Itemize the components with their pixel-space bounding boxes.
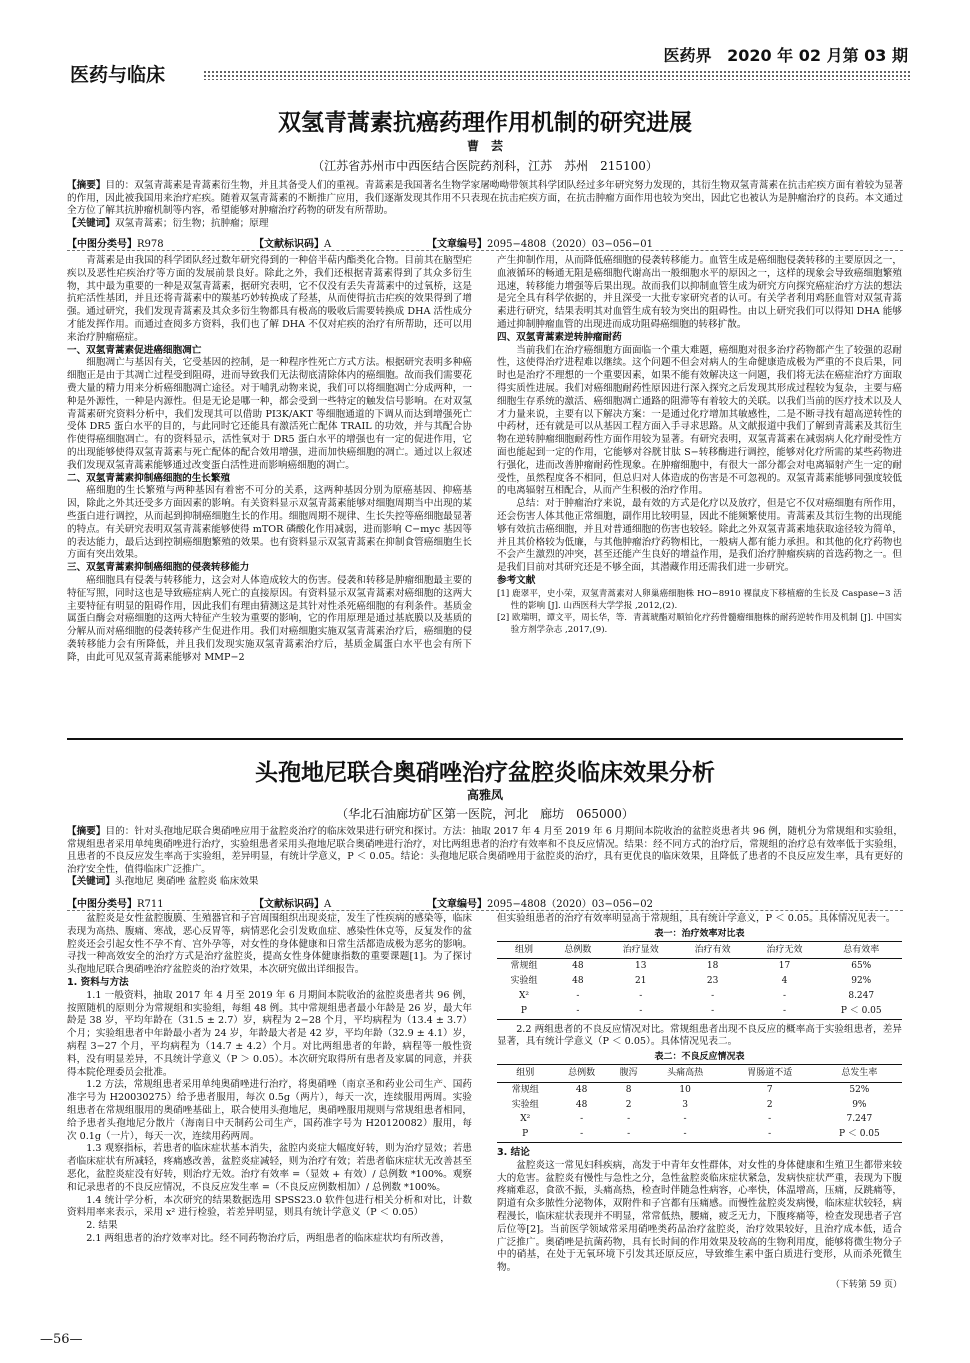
table-cell: 10 (679, 1084, 691, 1095)
table-cell: 8.247 (848, 990, 875, 1001)
table-header-cell: 胃肠道不适 (723, 1064, 817, 1082)
results-intro: 但实验组患者的治疗有效率明显高于常规组，具有统计学意义，P ＜ 0.05。具体情况见表一。 (497, 913, 896, 924)
section-heading: 四、双氢青蒿素逆转肿瘤耐药 (497, 331, 622, 343)
table-cell: - (580, 1114, 584, 1125)
continued-note: （下转第 59 页） (830, 1279, 902, 1290)
body-paragraph: 癌细胞具有侵袭与转移能力，这会对人体造成较大的伤害。侵袭和转移是肿瘤细胞最主要的特征写照，同时这也是导致癌症病人死亡的直接原因。有资料显示双氢青蒿素对癌细胞的这两大主要特征有明显的阻碍作用，因此我们有理由猜测这是其针对性杀死癌细胞的有利条件。基质金属蛋白酶会对癌细胞的这两大特征产生较为重要的影响，它的作用原理是通过基底膜以及基质的分解从而对癌细胞的侵袭转移产生促进作用。我们对癌细胞实施双氢青蒿素治疗后，癌细胞的侵袭转移能力会有所降低，并且我们发现实施双氢青蒿素治疗后，基质金属蛋白水平也会有所下降，由此可见双氢青蒿素能够对 MMP−2 (67, 574, 472, 663)
article1-title: 双氢青蒿素抗癌药理作用机制的研究进展 (278, 110, 692, 136)
table-cell: - (768, 1114, 772, 1125)
table2-caption: 表二：不良反应情况表 (654, 1052, 745, 1063)
body-paragraph: 青蒿素是由我国的科学团队经过数年研究得到的一种倍半萜内酯类化合物。目前其在脑型疟疾以及恶性疟疾治疗等方面的发展前景良好。除此之外，我们还根据青蒿素得到了其众多衍生物，其中最为重要的一种是双氢青蒿素，据研究表明，它不仅没有丢失青蒿素中的过氧桥，这是抗疟活性基团，并且还将青蒿素中的羰基巧妙转换成了羟基，从而使得抗击疟疾的效果得到了增强。通过研究，我们发现青蒿素及其众多衍生物都具有极高的吸收后需要转换成 DHA 活性成分才能发挥作用。而通过查阅多方资料，我们也了解 DHA 不仅对疟疾的治疗有所帮助，还可以用来治疗肿瘤癌症。 (67, 255, 472, 343)
table-row (497, 974, 902, 989)
table-cell: P (497, 1004, 551, 1019)
meta-divider (67, 910, 903, 911)
table-cell: 21 (635, 976, 647, 987)
table-cell: 7.247 (846, 1114, 873, 1125)
table-cell: - (711, 990, 715, 1001)
table-cell: 8 (625, 1084, 632, 1095)
table-cell: 92% (851, 976, 872, 987)
meta-divider (67, 250, 903, 251)
conclusion-section (497, 1147, 902, 1275)
journal-name: 医药界 (663, 46, 712, 65)
article2-meta (67, 895, 903, 909)
clc-label: 【中图分类号】 (67, 899, 137, 910)
section-heading: 参考文献 (497, 574, 536, 586)
article-no-value: 2095−4808（2020）03−056−01 (487, 239, 654, 250)
table-cell: - (627, 1114, 631, 1125)
reference-item: [2] 欧瑞明，谭文平，周长华，等．青蒿琥酯对顺铂化疗药骨髓瘤细胞株的耐药逆转作用及机制 [J]. 中国实验方剂学杂志 ,2017,(9). (497, 612, 902, 635)
table-cell: - (677, 1004, 749, 1019)
article1-right-column (497, 255, 902, 636)
article1-author: 曹 芸 (466, 139, 503, 153)
table-header-cell: 总例数 (551, 941, 605, 959)
page-number: —56— (40, 1332, 83, 1347)
article2-right-column (497, 913, 902, 1292)
body-paragraph: 1.1 一般资料，抽取 2017 年 4 月至 2019 年 6 月期间本院收治的盆腔炎患者共 96 例，按照随机的原则分为常规组和实验组，每组 48 例。其中常规组患者最小年龄是 26 岁，最大年龄是 38 岁，平均年龄在（31.5 ± 2.7）岁，病程为 2−28 个月，平均病程为（13.4 ± 3.7）个月；实验组患者中年龄最小者为 24 岁，年龄最大者是 42 岁，平均年龄（32.9 ± 4.1）岁，病程 3−27 个月，平均病程为（14.7 ± 4.2）个月。对比两组患者的年龄，病程等一般性资料，没有明显差异，不具统计学意义（P ＞ 0.05）。本次研究取得所有患者及家属的同意，并获得本院伦理委员会批准。 (67, 989, 472, 1078)
keywords-label: 【关键词】 (67, 217, 115, 229)
table-cell: - (576, 990, 580, 1001)
article2-title: 头孢地尼联合奥硝唑治疗盆腔炎临床效果分析 (255, 760, 715, 786)
table-cell: - (683, 1114, 687, 1125)
table-cell: 17 (778, 961, 791, 972)
clc-value: R711 (137, 899, 164, 910)
table-header-cell: 组别 (497, 941, 551, 959)
issue-date: 2020 年 02 月第 03 期 (727, 46, 908, 65)
abstract-text: 目的：针对头孢地尼联合奥硝唑应用于盆腔炎治疗的临床效果进行研究和探讨。方法：抽取 2017 年 4 月至 2019 年 6 月期间本院收治的盆腔炎患者共 96 例，随机分为常规组和实验组，常规组患者采用单纯奥硝唑进行治疗，实验组患者采用头孢地尼联合奥硝唑进行治疗，对比两组患者的治疗有效率和不良反应情况。结果：经不同方式的治疗后，常规组的治疗总有效率低于实验组，且患者的不良反应发生率高于实验组，差异明显，有统计学意义，P ＜ 0.05。结论：头孢地尼联合奥硝唑用于盆腔炎的治疗，具有更优良的临床效果，且降低了患者的不良反应发生率，具有更好的治疗安全性，值得临床广泛推广。 (67, 826, 903, 875)
table-cell: 13 (635, 961, 647, 972)
table-cell: - (723, 1127, 817, 1142)
doc-value: A (324, 239, 332, 250)
table1-caption: 表一：治疗效率对比表 (654, 928, 745, 939)
abstract-text: 目的：双氢青蒿素是青蒿素衍生物，并且其备受人们的重视。青蒿素是我国著名生物学家屠呦呦带领其科学团队经过多年研究努力发现的，其衍生物双氢青蒿素在抗击疟疾方面有着较为显著的作用，因此被我国用来治疗疟疾。随着双氢青蒿素的不断推广应用，我们逐渐发现其作用不只表现在抗击疟疾方面，在抗击肿瘤方面作用也较为突出，因此它也被认为是肿瘤治疗的良药。本文通过全方位了解其抗肿瘤机制等内容，希望能够对肿瘤治疗药物的研发有所帮助。 (67, 180, 903, 217)
table-header-cell: 总有效率 (820, 941, 902, 959)
table-row (497, 1082, 902, 1097)
table-cell: 常规组 (510, 961, 538, 972)
doc-label: 【文献标识码】 (254, 899, 324, 910)
table-header-cell: 组别 (497, 1064, 553, 1082)
reference-item: [1] 鹿翠平，史小荣，双氢青蒿素对人卵巢癌细胞株 HO−8910 裸鼠皮下移植瘤的生长及 Caspase−3 活性的影响 [J]. 山西医科大学学报 ,2012,(2). (497, 588, 902, 611)
table-cell: 3 (682, 1099, 688, 1110)
table-cell: 48 (575, 1084, 588, 1095)
table-row (497, 959, 902, 974)
body-paragraph: 盆腔炎是女性盆腔腹膜、生殖器官和子宫周围组织出现炎症，发生了性疾病的感染等，临床表现为高热、腹痛、寒战，恶心反胃等，病情恶化会引发败血症、感染性休克等，反复发作的盆腔炎还会引起女性不孕不育、宫外孕等，对女性的身体健康和日常生活都造成极为恶劣的影响。寻找一种高效安全的治疗方式是治疗盆腔炎，提高女性身体健康指数的重要课题[1]。为了探讨头孢地尼联合奥硝唑治疗盆腔炎的治疗效果，本次研究做出详细报告。 (67, 913, 472, 976)
table-cell: P ＜ 0.05 (817, 1127, 902, 1142)
section-heading: 三、双氢青蒿素抑制癌细胞的侵袭转移能力 (67, 562, 250, 574)
journal-issue (663, 43, 908, 66)
article1-affiliation: （江苏省苏州市中西医结合医院药剂科，江苏 苏州 215100） (312, 159, 658, 173)
table-row (497, 1112, 902, 1127)
table-header-cell: 头痛高热 (647, 1064, 722, 1082)
section-heading: 3. 结论 (497, 1146, 530, 1158)
table-cell: 48 (575, 1099, 588, 1110)
table-row (497, 1098, 902, 1113)
article-no-value: 2095−4808（2020）03−056−02 (487, 899, 654, 910)
table-cell: 4 (781, 976, 788, 987)
table-cell: - (639, 990, 643, 1001)
clc-value: R978 (137, 239, 164, 250)
article2-affiliation: （华北石油廊坊矿区第一医院，河北 廊坊 065000） (336, 807, 634, 821)
article-separator (67, 738, 903, 740)
table-cell: - (553, 1127, 609, 1142)
table-header-cell: 总例数 (553, 1064, 609, 1082)
header-dot-band (203, 70, 910, 80)
keywords-text: 双氢青蒿素；衍生物；抗肿瘤；原理 (114, 217, 269, 229)
table-row (497, 1004, 902, 1019)
abstract-label: 【摘要】 (67, 180, 106, 191)
table-header-cell: 治疗显效 (605, 941, 677, 959)
table-cell: 9% (852, 1099, 867, 1110)
table-header-cell: 治疗有效 (677, 941, 749, 959)
body-paragraph: 1.3 观察指标，若患者的临床症状基本消失，盆腔内炎症大幅度好转，则为治疗显效；若患者临床症状有所减轻，疼痛感改善，盆腔炎症减轻，则为治疗有效；若患者临床症状无改善甚至恶化，盆腔炎症没有好转，则治疗无效。治疗有效率 =（显效 + 有效）/ 总例数 *100%。观察和记录患者的不良反应情况，不良反应发生率 =（不良反应例数相加）/ 总例数 *100%。 (67, 1143, 472, 1193)
table-cell: X² (518, 990, 529, 1001)
table-cell: - (783, 990, 787, 1001)
keywords-text: 头孢地尼 奥硝唑 盆腔炎 临床效果 (114, 876, 259, 888)
table-cell: - (551, 1004, 605, 1019)
body-paragraph: 当前我们在治疗癌细胞方面面临一个重大难题，癌细胞对很多治疗药物都产生了较强的忍耐性，这使得治疗进程难以继续。这个问题不但会对病人的生命健康造成极为严重的不良后果，同时也是治疗不理想的一个重要因素，如果不能有效解决这一问题，我们将无法在癌症治疗方面取得实质性进展。我们对癌细胞耐药性原因进行深入探究之后发现其形成过程较为复杂，主要与癌细胞生存系统的激活、癌细胞凋亡通路的阻滞等有着较大的关联。以我们当前的医疗技术以及人才力量来说，主要有以下解决方案：一是通过化疗增加其敏感性，二是不断寻找有超高逆转性的中药材，还有就是可以从基因工程方面入手寻求思路。从文献报道中我们了解到青蒿素及其衍生物在逆转肿瘤细胞耐药性方面作用较为显著。有研究表明，双氢青蒿素在减弱病人化疗耐受性方面也能起到一定的作用，它能够对谷胱甘肽 S−转移酶进行调控，能够对化疗所需的某些药物进行强化，进而改善肿瘤耐药性现象。在肿瘤细胞中，有很大一部分都会对电离辐射产生一定的耐受性，虽然程度各不相同，但总归对人体造成的伤害是不可忽视的。双氢青蒿素能够同强度较低的电离辐射互相配合，从而产生积极的治疗作用。 (497, 344, 902, 497)
body-paragraph: 2.1 两组患者的治疗效率对比。经不同药物治疗后，两组患者的临床症状均有所改善， (86, 1232, 450, 1244)
body-paragraph: 盆腔炎这一常见妇科疾病，高发于中青年女性群体，对女性的身体健康和生殖卫生都带来较大的危害。盆腔炎有慢性与急性之分，急性盆腔炎临床症状紧急，发病快症状严重，表现为下腹疼痛难忍，食欲不振，头痛高热，检查时伴随急性病容，心率快，体温增高，压痛，反跳痛等，阴道有众多脓性分泌物体，双附件和子宫都有压痛感。而慢性盆腔炎发病慢，临床症状较轻，病程漫长，临床症状表现并不明显，常常低热，腰痛，疲乏无力，下腹疼痛等，检查发现患者子宫后位等[2]。当前医学领域常采用硝唑类药品治疗盆腔炎，治疗效果较好，且治疗成本低，适合广泛推广。奥硝唑是抗菌药物，具有长时间的作用效果及较高的生物利用度，能够将微生物分子中的硝基，在处于无氧环境下引发其还原反应，导致维生素中蛋白质进行变形，从而杀死微生物。 (497, 1159, 902, 1274)
doc-label: 【文献标识码】 (254, 239, 324, 250)
table-cell: 实验组 (510, 976, 538, 987)
table-cell: 18 (706, 961, 719, 972)
section-heading: 1. 资料与方法 (67, 976, 129, 988)
table-cell: P (497, 1127, 553, 1142)
article2-left-column (67, 913, 472, 1246)
table-cell: 7 (766, 1084, 773, 1095)
table-header-cell: 腹泻 (610, 1064, 648, 1082)
section-heading: 一、双氢青蒿素促进癌细胞凋亡 (67, 344, 202, 356)
clc-label: 【中图分类号】 (67, 239, 137, 250)
table-cell: 常规组 (511, 1084, 539, 1095)
table-cell: 52% (849, 1084, 870, 1095)
body-paragraph: 1.4 统计学分析，本次研究的结果数据选用 SPSS23.0 软件包进行相关分析和对比，计数资料用率来表示，采用 x² 进行检验，若差异明显，则具有统计学意义（P ＜ 0.05） (67, 1194, 472, 1219)
keywords-label: 【关键词】 (67, 876, 115, 888)
table-row (497, 989, 902, 1004)
results-mid: 2.2 两组患者的不良反应情况对比。常规组患者出现不良反应的概率高于实验组患者，差异显著，具有统计学意义（P ＜ 0.05）。具体情况见表二。 (497, 1023, 902, 1048)
table-cell: - (610, 1127, 648, 1142)
table-cell: 48 (572, 961, 584, 972)
table-cell: 48 (572, 976, 584, 987)
table-cell: 65% (851, 961, 872, 972)
body-paragraph: 细胞凋亡与基因有关，它受基因的控制，是一种程序性死亡方式方法。根据研究表明多种癌细胞正是由于其凋亡过程受到阻碍，进而导致我们无法彻底清除体内的癌细胞。故而我们需要花费大量的精力用来分析癌细胞凋亡途径。对于哺乳动物来说，我们可以将细胞凋亡分成两种，一种是外源性，一种是内源性。但是无论是哪一种，都会受到一些特定的触发信号影响。在对双氢青蒿素研究资料分析中，我们发现其可以借助 PI3K/AKT 等细胞通道的下调从而达到增强死亡受体 DR5 蛋白水平的目的，与此同时它还能具有激活死亡配体 TRAIL 的功效，并与其配合协作使得癌细胞凋亡。有的资料显示，活性氧对于 DR5 蛋白水平的增强也有一定的促进作用，它的出现能够使得双氢青蒿素与死亡配体的配合效用增强，进而加快癌细胞的凋亡。通过以上叙述我们发现双氢青蒿素能够通过改变蛋白活性进而影响癌细胞的凋亡。 (67, 357, 472, 471)
article1-meta (67, 235, 903, 249)
table-cell: 2 (766, 1099, 773, 1110)
table-cell: 23 (706, 976, 719, 987)
article2-author: 高雅凤 (466, 788, 503, 802)
body-paragraph: 产生抑制作用，从而降低癌细胞的侵袭转移能力。血管生成是癌细胞侵袭转移的主要原因之一，血液循环的畅通无阻是癌细胞代谢高出一般细胞水平的原因之一，这样的现象会导致癌细胞繁殖迅速，转移能力增强等后果出现。故而我们以抑制血管生成为研究方向探究癌症治疗方法的想法是完全具有科学依据的，并且深受一大批专家研究者的认可。有关学者利用鸡胚血管对双氢青蒿素进行研究，结果表明其对血管生成有较为突出的阻碍性。由以上研究我们可以得知 DHA 能够通过抑制肿瘤血管的出现进而成功阻碍癌细胞的转移扩散。 (497, 255, 902, 330)
table2 (497, 1064, 902, 1143)
doc-value: A (324, 899, 332, 910)
table-cell: - (605, 1004, 677, 1019)
body-paragraph: 2. 结果 (86, 1220, 118, 1232)
article-no-label: 【文章编号】 (427, 239, 487, 250)
table-cell: - (647, 1127, 722, 1142)
body-paragraph: 癌细胞的生长繁殖与两种基因有着密不可分的关系，这两种基因分别为原癌基因、抑癌基因，除此之外其还受多方面因素的影响。有关资料显示双氢青蒿素能够对细胞周期当中出现的某些蛋白进行调控，从而起到抑制癌细胞生长的作用。细胞周期不规律、生长失控等癌细胞最显著的特点。有关研究表明双氢青蒿素能够使得 mTOR 磷酸化作用减弱，进而影响 C−myc 基因等的表达能力，最后达到控制癌细胞繁殖的效果。也有资料显示双氢青蒿素在抑制食管癌细胞生长方面有突出效果。 (67, 485, 472, 561)
section-heading: 二、双氢青蒿素抑制癌细胞的生长繁殖 (67, 472, 231, 484)
body-paragraph: 总结：对于肿瘤治疗来说，最有效的方式是化疗以及放疗，但是它不仅对癌细胞有所作用，还会伤害人体其他正常细胞，副作用比较明显，因此不能频繁使用。青蒿素及其衍生物的出现能够有效抗击癌细胞，并且对普通细胞的伤害也较轻。除此之外双氢青蒿素地获取途径较为简单，并且其价格较为低廉，与其他肿瘤治疗药物相比，一般病人都有能力承担。和其他的化疗药物也不会产生激烈的冲突，甚至还能产生良好的增益作用，是我们治疗肿瘤疾病的首选药物之一。但是我们目前对其研究还是不够全面，其潜藏作用还需我们进一步研究。 (497, 498, 902, 574)
article-no-label: 【文章编号】 (427, 899, 487, 910)
table-cell: X² (520, 1114, 531, 1125)
article2-abstract (67, 826, 903, 889)
table-row (497, 1127, 902, 1142)
table-header-cell: 总发生率 (817, 1064, 902, 1082)
article1-abstract (67, 180, 903, 230)
table-cell: 实验组 (511, 1099, 539, 1110)
section-title: 医药与临床 (70, 64, 166, 86)
table-cell: P ＜ 0.05 (820, 1004, 902, 1019)
abstract-label: 【摘要】 (67, 826, 106, 837)
table-cell: - (749, 1004, 821, 1019)
table1 (497, 941, 902, 1020)
table-header-cell: 治疗无效 (749, 941, 821, 959)
article1-left-column (67, 255, 472, 665)
table-cell: 2 (625, 1099, 632, 1110)
body-paragraph: 1.2 方法，常规组患者采用单纯奥硝唑进行治疗，将奥硝唑（南京圣和药业公司生产、国药准字号为 H20030275）给予患者服用，每次 0.5g（两片），每天一次，连续服用两周。实验组患者在常规组服用的奥硝唑基础上，联合使用头孢地尼，奥硝唑服用规则与常规组患者相同，给予患者头孢地尼分散片（海南日中天制药公司生产，国药准字号为 H20120082）服用，每次 0.1g（一片），每天一次，连续用药两周。 (67, 1079, 472, 1142)
